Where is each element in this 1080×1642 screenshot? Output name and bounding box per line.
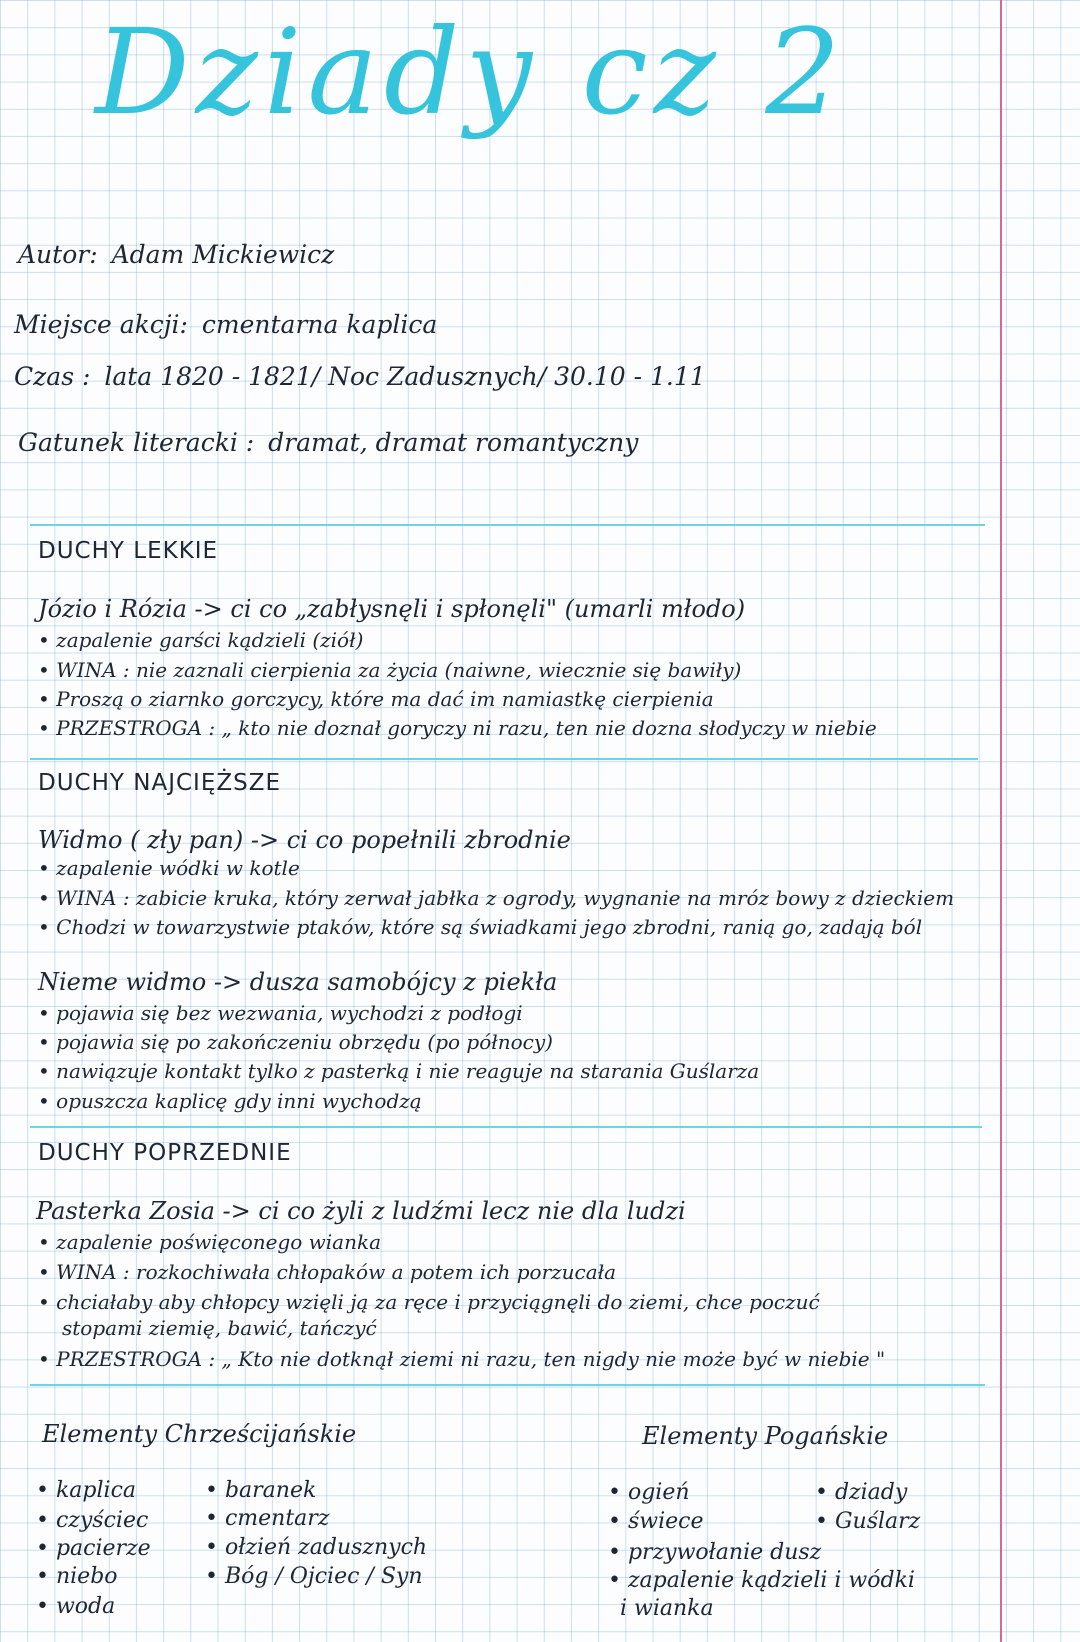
pagan-elements-heading: Elementy Pogańskie [642, 1422, 889, 1450]
christian-element-item: • czyściec [36, 1508, 149, 1533]
bullet-item: stopami ziemię, bawić, tańczyć [62, 1316, 377, 1340]
pagan-element-item: • świece [608, 1509, 704, 1534]
bullet-item: • pojawia się po zakończeniu obrzędu (po północy) [38, 1030, 553, 1054]
pagan-element-item: • zapalenie kądzieli i wódki [608, 1568, 915, 1593]
bullet-item: • Proszą o ziarnko gorczycy, które ma dać im namiastkę cierpienia [38, 687, 714, 711]
bullet-item: • WINA : nie zaznali cierpienia za życia (naiwne, wiecznie się bawiły) [38, 658, 742, 682]
margin-line [1000, 0, 1002, 1642]
bullet-item: • zapalenie garści kądzieli (ziół) [38, 628, 364, 652]
bullet-item: • PRZESTROGA : „ Kto nie dotknął ziemi ni razu, ten nigdy nie może być w niebie " [38, 1347, 886, 1371]
pagan-element-item: • ogień [608, 1480, 690, 1505]
bullet-item: • WINA : rozkochiwała chłopaków a potem ich porzucała [38, 1260, 617, 1284]
christian-element-item: • cmentarz [205, 1506, 330, 1531]
christian-element-item: • woda [36, 1594, 116, 1619]
bullet-item: • zapalenie wódki w kotle [38, 856, 300, 880]
bullet-item: • zapalenie poświęconego wianka [38, 1230, 382, 1254]
spirit-heading-widmo: Widmo ( zły pan) -> ci co popełnili zbrodnie [38, 826, 571, 854]
author-label: Autor: [18, 240, 98, 269]
bullet-item: • chciałaby aby chłopcy wzięli ją za ręce i przyciągnęli do ziemi, chce poczuć [38, 1290, 820, 1314]
christian-element-item: • kaplica [36, 1478, 137, 1503]
pagan-element-item: • przywołanie dusz [608, 1540, 822, 1565]
bullet-item: • WINA : zabicie kruka, który zerwał jabłka z ogrody, wygnanie na mróz bowy z dzieckiem [38, 886, 955, 910]
author-value: Adam Mickiewicz [111, 240, 335, 269]
genre-label: Gatunek literacki : [18, 428, 255, 457]
separator [30, 524, 985, 526]
separator [30, 1126, 982, 1128]
section-heading-najciezsze: DUCHY NAJCIĘŻSZE [38, 770, 282, 796]
christian-element-item: • Bóg / Ojciec / Syn [205, 1564, 423, 1589]
christian-element-item: • pacierze [36, 1536, 151, 1561]
christian-element-item: • ołzień zadusznych [205, 1535, 428, 1560]
christian-elements-heading: Elementy Chrześcijańskie [42, 1420, 357, 1448]
genre-value: dramat, dramat romantyczny [268, 428, 639, 457]
spirit-heading-jozio-rozia: Józio i Rózia -> ci co „zabłysnęli i spłonęli" (umarli młodo) [38, 595, 746, 623]
christian-element-item: • baranek [205, 1478, 317, 1503]
time-label: Czas : [14, 362, 91, 391]
pagan-element-item: i wianka [620, 1596, 714, 1621]
genre-line [18, 428, 638, 457]
separator [30, 1384, 985, 1386]
bullet-item: • pojawia się bez wezwania, wychodzi z podłogi [38, 1001, 523, 1025]
bullet-item: • nawiązuje kontakt tylko z pasterką i nie reaguje na starania Guślarza [38, 1059, 760, 1083]
pagan-element-item: • Guślarz [815, 1509, 921, 1534]
separator [30, 758, 978, 760]
time-line [14, 362, 706, 391]
bullet-item: • PRZESTROGA : „ kto nie doznał goryczy ni razu, ten nie dozna słodyczy w niebie [38, 716, 877, 740]
place-line [14, 310, 437, 339]
place-label: Miejsce akcji: [14, 310, 188, 339]
place-value: cmentarna kaplica [201, 310, 438, 339]
spirit-heading-pasterka-zosia: Pasterka Zosia -> ci co żyli z ludźmi lecz nie dla ludzi [36, 1197, 686, 1225]
section-heading-poprzednie: DUCHY POPRZEDNIE [38, 1140, 292, 1166]
section-heading-lekkie: DUCHY LEKKIE [38, 538, 219, 564]
pagan-element-item: • dziady [815, 1480, 908, 1505]
bullet-item: • opuszcza kaplicę gdy inni wychodzą [38, 1089, 422, 1113]
bullet-item: • Chodzi w towarzystwie ptaków, które są świadkami jego zbrodni, ranią go, zadają ból [38, 915, 923, 939]
time-value: lata 1820 - 1821/ Noc Zadusznych/ 30.10 - 1.11 [104, 362, 706, 391]
page-title: Dziady cz 2 [95, 3, 847, 141]
spirit-heading-nieme-widmo: Nieme widmo -> dusza samobójcy z piekła [38, 968, 558, 996]
christian-element-item: • niebo [36, 1564, 118, 1589]
author-line [18, 240, 334, 269]
